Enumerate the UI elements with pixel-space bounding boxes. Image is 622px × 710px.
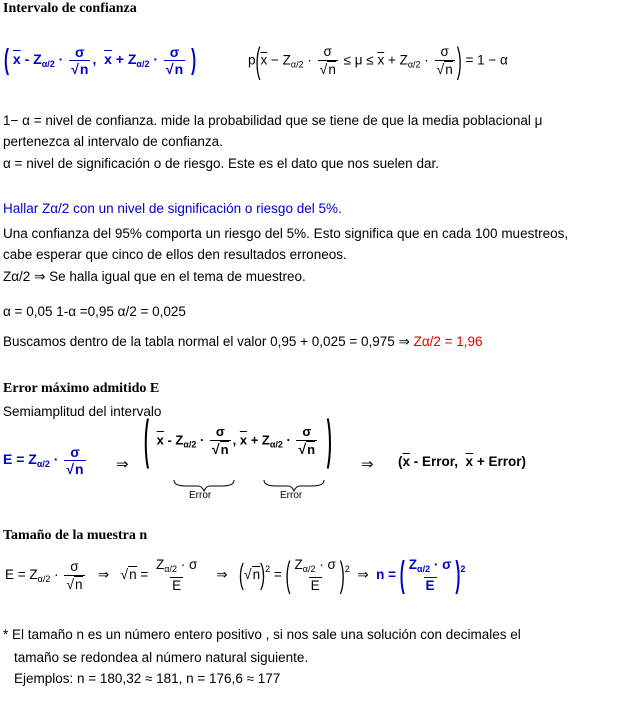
- rounding-note-line1: * El tamaño n es un número entero positivo , si nos sale una solución con decimales el: [3, 627, 521, 642]
- example-explanation-line2: cabe esperar que cinco de ellos den resultados erroneos.: [3, 247, 347, 262]
- error-interval-expanded: ( $\overline{x} - Z_{\alpha/2}$ · $\frac{\sigma}{√n}$ , $\overline{x} + Z_{\alpha/2}$ · $\frac{\sigma}{√n}$ ): [144, 410, 332, 472]
- example-question: Hallar Zα/2 con un nivel de significación o riesgo del 5%.: [3, 201, 342, 216]
- definition-confidence-line1: 1− α = nivel de confianza. mide la probabilidad que se tiene de que la media poblacional μ: [3, 113, 543, 128]
- rounding-examples: Ejemplos: n = 180,32 ≈ 181, n = 176,6 ≈ 177: [14, 671, 281, 686]
- probability-statement: $p(\overline{x} - Z_{\alpha/2}$ · $\frac{\sigma}{√n}$ ≤ $\mu \le \overline{x} + Z_{\alpha/2}$ · $\frac{\sigma}{√n}$ ) = 1 − α: [248, 40, 508, 82]
- sample-size-derivation: $E = Z_{\alpha/2}$ · $\frac{\sigma}{√n}$ ⇒ √n = $\frac{Z_{\alpha/2} \cdot \sigma}{E}$ ⇒ $(√n)^2$ = ( $\frac{Z_{\alpha/2} \cdot \sigma}{E}$ )$^2$ ⇒ n = ( $\frac{Z_{\alpha/2} \cdot \sigma}{E}$ )$^2$: [5, 555, 466, 596]
- definition-confidence-line2: pertenezca al intervalo de confianza.: [3, 134, 223, 149]
- brace-label-error-1: Error: [189, 490, 212, 501]
- alpha-values: α = 0,05 1-α =0,95 α/2 = 0,025: [3, 304, 186, 319]
- example-explanation-line1: Una confianza del 95% comporta un riesgo del 5%. Esto significa que en cada 100 muestreos,: [3, 226, 569, 241]
- rounding-note-line2: tamaño se redondea al número natural siguiente.: [14, 650, 309, 665]
- error-title: Error máximo admitido E: [3, 381, 160, 396]
- size-title: Tamaño de la muestra n: [3, 528, 148, 543]
- example-explanation-line3: [3, 269, 306, 285]
- error-interval-short: ($\overline{x}$ - Error, $\overline{x}$ + Error): [398, 454, 526, 469]
- definition-significance: α = nivel de significación o de riesgo. Este es el dato que nos suelen dar.: [3, 156, 439, 171]
- confidence-interval-formula: ( $\overline{x} - Z_{\alpha/2}$ · $\frac{\sigma}{√n}$ , $\overline{x} + Z_{\alpha/2}$ · $\frac{\sigma}{√n}$ ): [4, 44, 197, 77]
- brace-label-error-2: Error: [280, 490, 303, 501]
- table-search-line: [3, 334, 483, 350]
- table-search-text: Buscamos dentro de la tabla normal el valor 0,95 + 0,025 = 0,975 ⇒: [3, 334, 410, 349]
- z-alpha-symbol: Zα/2: [3, 269, 31, 284]
- implies-arrow: ⇒: [361, 456, 374, 473]
- error-subtitle: Semiamplitud del intervalo: [3, 404, 162, 419]
- interval-title: Intervalo de confianza: [3, 1, 137, 16]
- implies-arrow: ⇒: [116, 456, 129, 473]
- error-formula: $E = Z_{\alpha/2}$ · $\frac{\sigma}{√n}$: [3, 444, 84, 477]
- z-alpha-result: Zα/2 = 1,96: [413, 334, 483, 349]
- example-explanation-text: ⇒ Se halla igual que en el tema de muestreo.: [30, 269, 306, 284]
